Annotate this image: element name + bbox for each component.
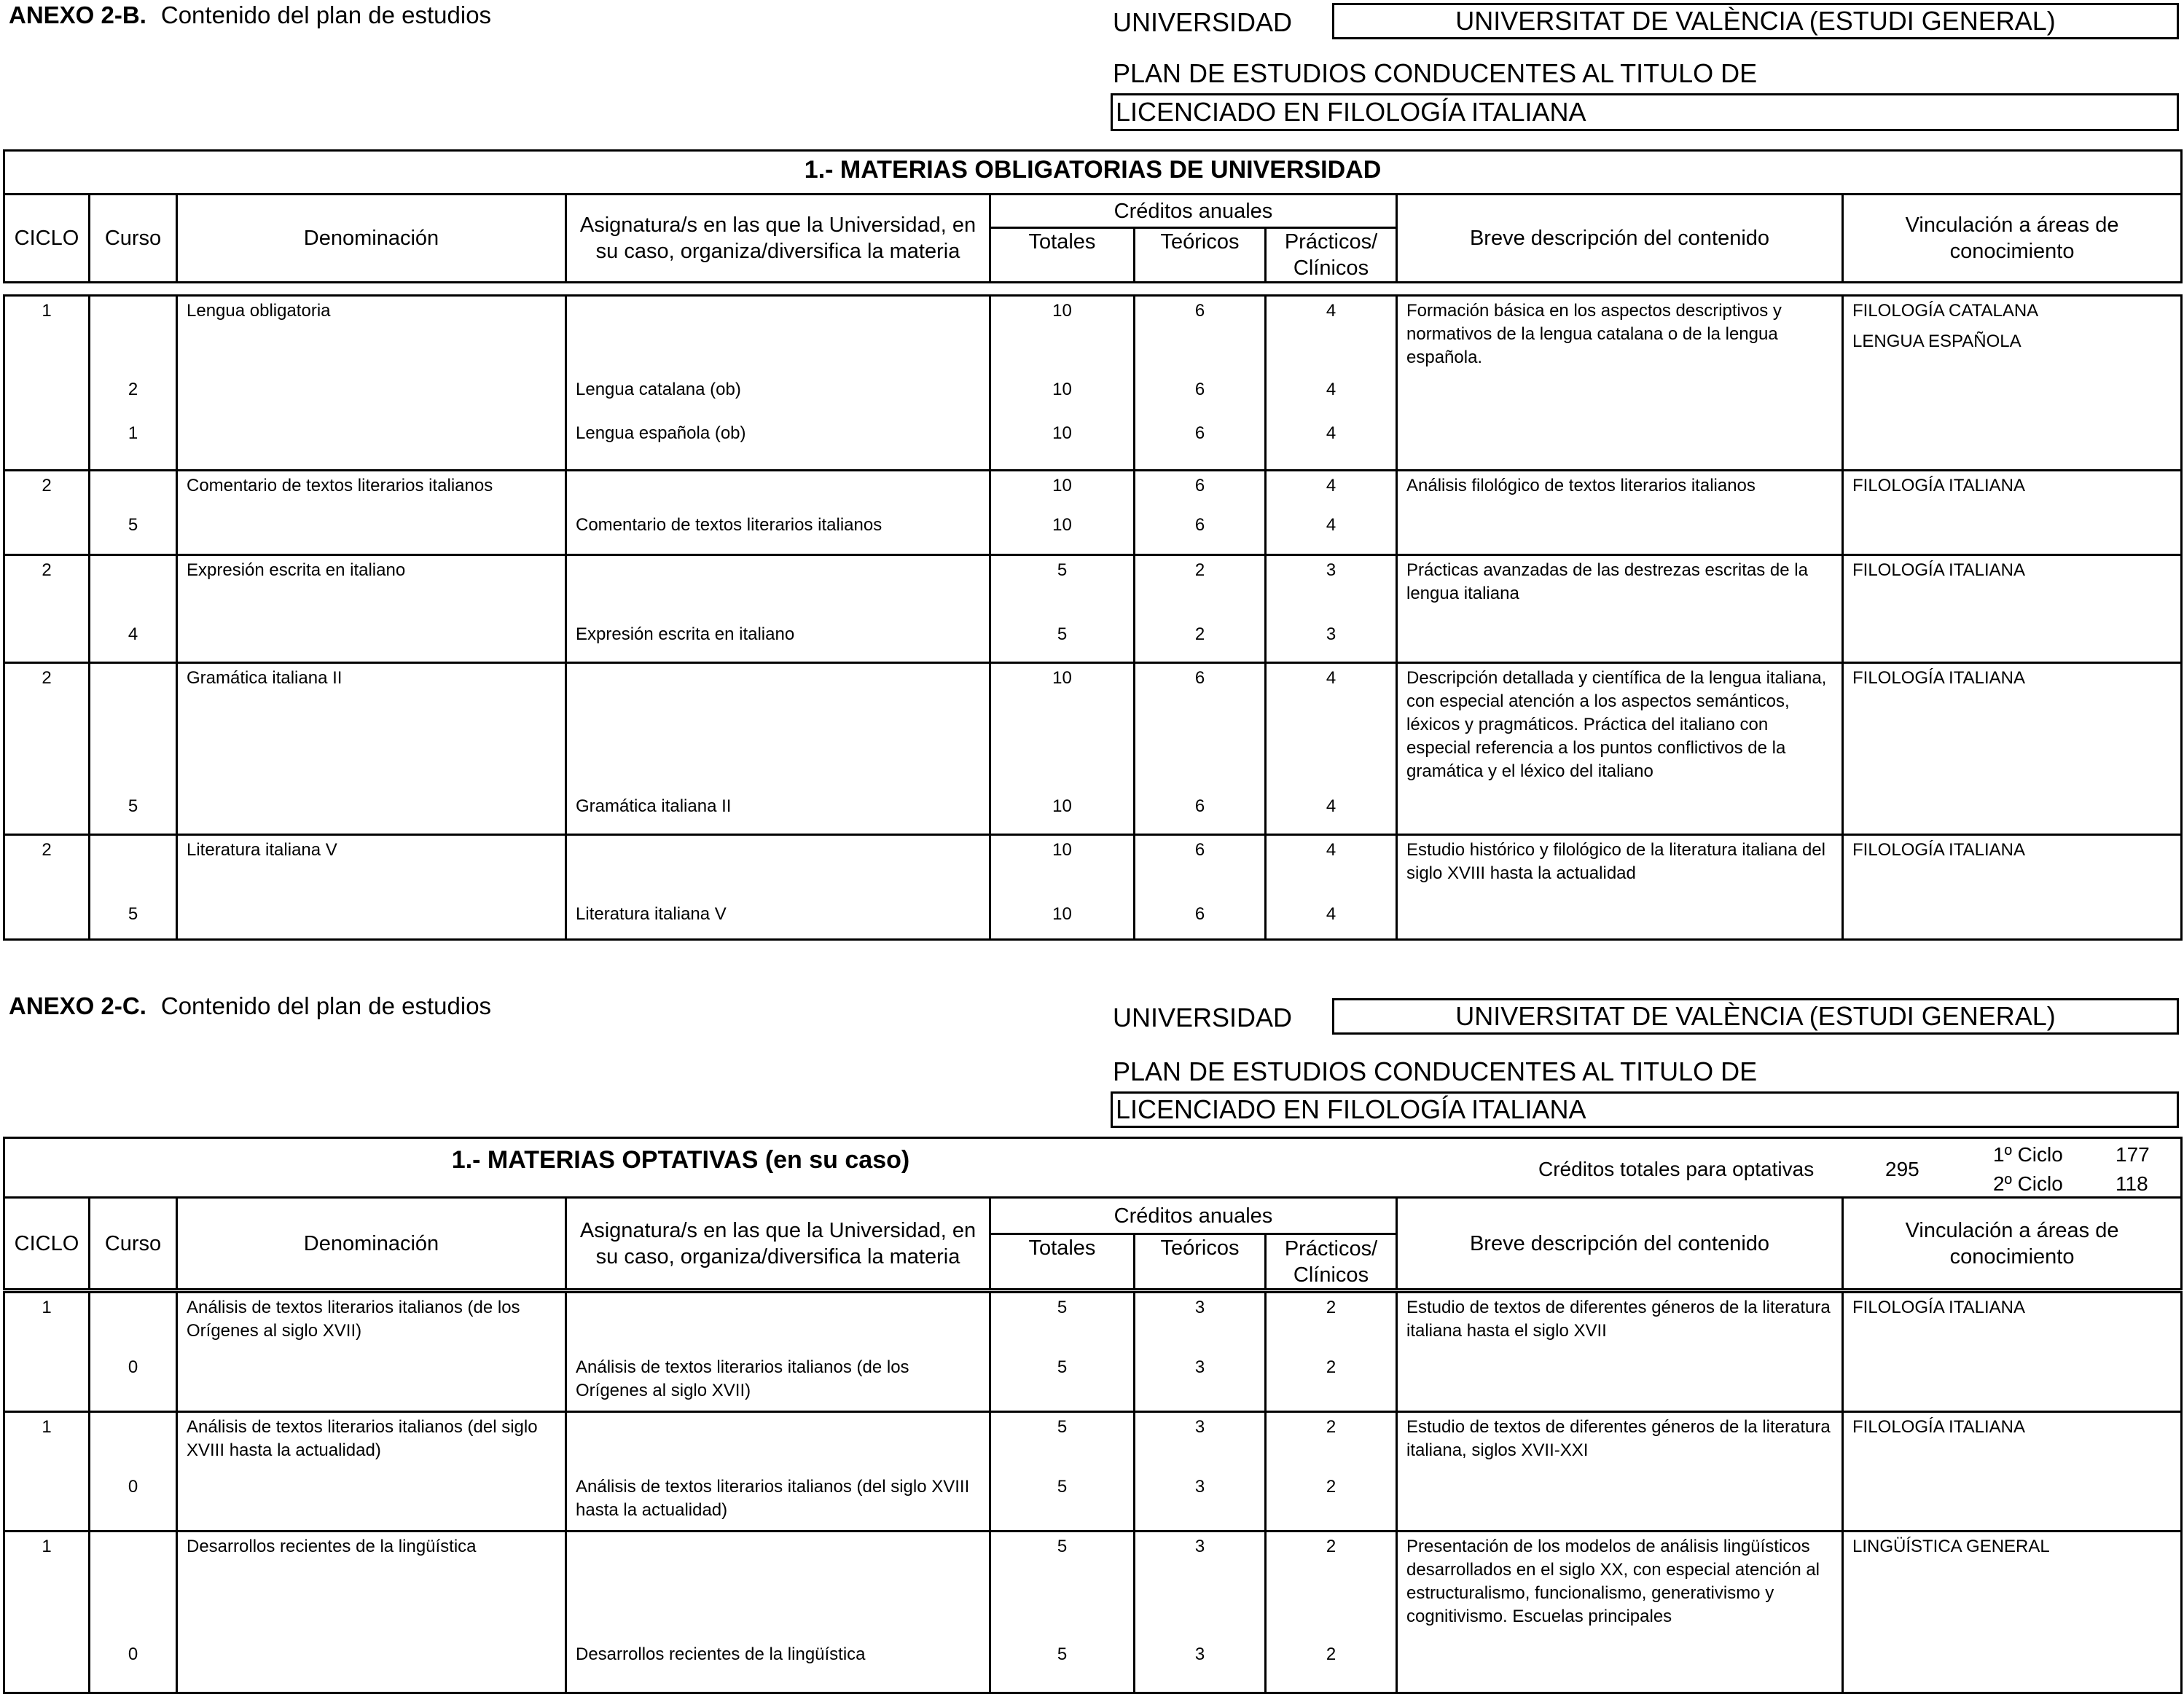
teoricos-sub-value: 6 <box>1194 904 1205 924</box>
col-curso: Curso <box>90 195 177 283</box>
plan-value: LICENCIADO EN FILOLOGÍA ITALIANA <box>1111 93 2179 131</box>
practicos-value: 2 <box>1326 1417 1336 1437</box>
asignatura-cell <box>566 1412 990 1532</box>
curso-cell <box>90 1293 177 1412</box>
totales-value: 5 <box>1057 560 1068 580</box>
teoricos-value: 3 <box>1194 1537 1205 1556</box>
ciclo-cell <box>4 835 90 940</box>
totales-value: 10 <box>1052 476 1072 495</box>
teoricos-cell <box>1135 835 1266 940</box>
practicos-cell <box>1266 835 1397 940</box>
totales-cell <box>990 1293 1135 1412</box>
col-practicos: Prácticos/ Clínicos <box>1266 228 1397 283</box>
totales-value: 5 <box>1057 1417 1068 1437</box>
anexo-2c-label: ANEXO 2-C. <box>9 992 146 1019</box>
col-asignatura-c: Asignatura/s en las que la Universidad, en su caso, organiza/diversifica la materia <box>566 1198 990 1290</box>
area-value: FILOLOGÍA ITALIANA <box>1852 1298 2025 1317</box>
ciclo-value: 2 <box>42 840 52 860</box>
practicos-value: 4 <box>1326 301 1336 321</box>
asignatura-value: Lengua española (ob) <box>576 423 746 443</box>
col-creditos: Créditos anuales <box>990 195 1397 228</box>
obligatorias-header-table <box>3 149 2183 283</box>
totales-value: 10 <box>1052 301 1072 321</box>
anexo-2b-label: ANEXO 2-B. <box>9 1 146 28</box>
totales-cell <box>990 835 1135 940</box>
totales-value: 10 <box>1052 840 1072 860</box>
practicos-sub-value: 4 <box>1326 380 1336 399</box>
curso-cell <box>90 296 177 471</box>
totales-sub-value: 10 <box>1052 380 1072 399</box>
totales-cell <box>990 1412 1135 1532</box>
vinculacion-cell <box>1843 835 2182 940</box>
asignatura-value: Análisis de textos literarios italianos (del siglo XVIII hasta la actualidad) <box>576 1477 970 1520</box>
area-value: LINGÜÍSTICA GENERAL <box>1852 1537 2050 1556</box>
asignatura-cell <box>566 296 990 471</box>
ciclo-cell <box>4 471 90 555</box>
vinculacion-cell <box>1843 296 2182 471</box>
vinculacion-cell <box>1843 1532 2182 1693</box>
practicos-value: 4 <box>1326 840 1336 860</box>
denominacion-cell <box>177 1532 566 1693</box>
denominacion-value: Literatura italiana V <box>187 840 337 860</box>
practicos-value: 2 <box>1326 1298 1336 1317</box>
practicos-sub-value: 4 <box>1326 423 1336 443</box>
totales-cell <box>990 296 1135 471</box>
table-row <box>4 1293 2182 1412</box>
teoricos-sub-value: 3 <box>1194 1644 1205 1664</box>
table-row <box>4 296 2182 471</box>
curso-value: 1 <box>128 423 138 443</box>
teoricos-cell <box>1135 1532 1266 1693</box>
area-value: FILOLOGÍA ITALIANA <box>1852 476 2025 495</box>
denominacion-cell <box>177 835 566 940</box>
descripcion-cell <box>1397 555 1843 663</box>
ciclo-value: 2 <box>42 668 52 688</box>
denominacion-value: Gramática italiana II <box>187 668 343 688</box>
practicos-cell <box>1266 555 1397 663</box>
universidad-label: UNIVERSIDAD <box>1113 7 1293 37</box>
practicos-sub-value: 4 <box>1326 515 1336 535</box>
teoricos-sub-value: 6 <box>1194 515 1205 535</box>
descripcion-value: Estudio histórico y filológico de la literatura italiana del siglo XVIII hasta la actualidad <box>1406 840 1825 883</box>
totales-value: 10 <box>1052 668 1072 688</box>
totales-sub-value: 10 <box>1052 904 1072 924</box>
denominacion-cell <box>177 1412 566 1532</box>
area-value: FILOLOGÍA ITALIANA <box>1852 560 2025 580</box>
anexo-2c-heading <box>9 992 491 1020</box>
optativas-band <box>4 1138 2182 1198</box>
ciclo-value: 1 <box>42 1417 52 1437</box>
descripcion-cell <box>1397 835 1843 940</box>
teoricos-sub-value: 6 <box>1194 796 1205 816</box>
teoricos-cell <box>1135 1412 1266 1532</box>
col-vinculacion-c: Vinculación a áreas de conocimiento <box>1843 1198 2182 1290</box>
teoricos-value: 6 <box>1194 476 1205 495</box>
plan-value-c: LICENCIADO EN FILOLOGÍA ITALIANA <box>1111 1091 2179 1128</box>
practicos-value: 4 <box>1326 668 1336 688</box>
teoricos-cell <box>1135 663 1266 835</box>
denominacion-cell <box>177 555 566 663</box>
asignatura-value: Análisis de textos literarios italianos (de los Orígenes al siglo XVII) <box>576 1357 909 1400</box>
descripcion-cell <box>1397 1532 1843 1693</box>
universidad-value-c: UNIVERSITAT DE VALÈNCIA (ESTUDI GENERAL) <box>1332 998 2179 1035</box>
asignatura-cell <box>566 471 990 555</box>
descripcion-cell <box>1397 663 1843 835</box>
optativas-header-table <box>3 1137 2183 1290</box>
asignatura-value: Lengua catalana (ob) <box>576 380 741 399</box>
teoricos-cell <box>1135 555 1266 663</box>
ciclo-value: 1 <box>42 1537 52 1556</box>
col-teoricos: Teóricos <box>1135 228 1266 283</box>
totales-value: 5 <box>1057 1537 1068 1556</box>
denominacion-cell <box>177 471 566 555</box>
asignatura-cell <box>566 1532 990 1693</box>
creditos-totales-label: Créditos totales para optativas <box>1538 1158 1815 1180</box>
practicos-sub-value: 3 <box>1326 624 1336 644</box>
teoricos-cell <box>1135 296 1266 471</box>
table-row <box>4 1412 2182 1532</box>
denominacion-cell <box>177 663 566 835</box>
asignatura-cell <box>566 663 990 835</box>
totales-cell <box>990 471 1135 555</box>
practicos-value: 2 <box>1326 1537 1336 1556</box>
totales-sub-value: 5 <box>1057 1644 1068 1664</box>
asignatura-value: Desarrollos recientes de la lingüística <box>576 1644 866 1664</box>
practicos-sub-value: 4 <box>1326 904 1336 924</box>
optativas-body-table <box>3 1291 2183 1694</box>
area-value: FILOLOGÍA ITALIANA <box>1852 668 2025 688</box>
col-totales-c: Totales <box>990 1234 1135 1290</box>
practicos-value: 4 <box>1326 476 1336 495</box>
asignatura-cell <box>566 835 990 940</box>
asignatura-value: Literatura italiana V <box>576 904 727 924</box>
practicos-sub-value: 4 <box>1326 796 1336 816</box>
table-row <box>4 555 2182 663</box>
curso-value: 5 <box>128 796 138 816</box>
area-value: FILOLOGÍA CATALANA <box>1852 301 2039 321</box>
curso-value: 5 <box>128 515 138 535</box>
totales-sub-value: 10 <box>1052 515 1072 535</box>
teoricos-sub-value: 6 <box>1194 423 1205 443</box>
practicos-cell <box>1266 1412 1397 1532</box>
col-descripcion: Breve descripción del contenido <box>1397 195 1843 283</box>
curso-value: 4 <box>128 624 138 644</box>
table-row <box>4 835 2182 940</box>
curso-cell <box>90 1532 177 1693</box>
descripcion-cell <box>1397 296 1843 471</box>
col-curso-c: Curso <box>90 1198 177 1290</box>
teoricos-value: 6 <box>1194 668 1205 688</box>
teoricos-sub-value: 2 <box>1194 624 1205 644</box>
ciclo-cell <box>4 296 90 471</box>
descripcion-value: Formación básica en los aspectos descriptivos y normativos de la lengua catalana o de la lengua española. <box>1406 301 1782 367</box>
teoricos-value: 3 <box>1194 1298 1205 1317</box>
denominacion-value: Comentario de textos literarios italianos <box>187 476 493 495</box>
denominacion-value: Expresión escrita en italiano <box>187 560 406 580</box>
col-asignatura: Asignatura/s en las que la Universidad, en su caso, organiza/diversifica la materia <box>566 195 990 283</box>
asignatura-value: Gramática italiana II <box>576 796 732 816</box>
vinculacion-cell <box>1843 555 2182 663</box>
anexo-2b-title: Contenido del plan de estudios <box>160 1 492 28</box>
totales-cell <box>990 1532 1135 1693</box>
totales-cell <box>990 555 1135 663</box>
ciclo-value: 2 <box>42 476 52 495</box>
descripcion-value: Prácticas avanzadas de las destrezas escritas de la lengua italiana <box>1406 560 1808 603</box>
curso-cell <box>90 835 177 940</box>
practicos-cell <box>1266 296 1397 471</box>
vinculacion-cell <box>1843 1293 2182 1412</box>
obligatorias-body-table <box>3 294 2183 941</box>
area-value: LENGUA ESPAÑOLA <box>1852 332 2021 351</box>
teoricos-value: 3 <box>1194 1417 1205 1437</box>
obligatorias-rows <box>4 296 2182 940</box>
asignatura-value: Comentario de textos literarios italianos <box>576 515 882 535</box>
ciclo-value: 1 <box>42 1298 52 1317</box>
teoricos-value: 6 <box>1194 301 1205 321</box>
optativas-rows <box>4 1293 2182 1693</box>
denominacion-value: Desarrollos recientes de la lingüística <box>187 1537 477 1556</box>
col-ciclo: CICLO <box>4 195 90 283</box>
curso-cell <box>90 663 177 835</box>
anexo-2b-heading <box>9 1 491 29</box>
denominacion-value: Lengua obligatoria <box>187 301 331 321</box>
totales-sub-value: 5 <box>1057 1477 1068 1497</box>
teoricos-cell <box>1135 1293 1266 1412</box>
universidad-value: UNIVERSITAT DE VALÈNCIA (ESTUDI GENERAL) <box>1332 3 2179 39</box>
ciclo-cell <box>4 1532 90 1693</box>
col-denominacion-c: Denominación <box>177 1198 566 1290</box>
col-denominacion: Denominación <box>177 195 566 283</box>
universidad-label-c: UNIVERSIDAD <box>1113 1003 1293 1032</box>
curso-value: 0 <box>128 1477 138 1497</box>
ciclo2-value: 118 <box>2115 1172 2148 1195</box>
teoricos-value: 6 <box>1194 840 1205 860</box>
asignatura-cell <box>566 1293 990 1412</box>
curso-cell <box>90 1412 177 1532</box>
table-row <box>4 1532 2182 1693</box>
table-row <box>4 471 2182 555</box>
col-creditos-c: Créditos anuales <box>990 1198 1397 1234</box>
curso-cell <box>90 555 177 663</box>
teoricos-sub-value: 3 <box>1194 1477 1205 1497</box>
ciclo-value: 1 <box>42 301 52 321</box>
col-teoricos-c: Teóricos <box>1135 1234 1266 1290</box>
descripcion-value: Descripción detallada y científica de la lengua italiana, con especial atención a los aspectos semánticos, léxicos y pragmáticos. Práctica del italiano con especial referencia a los puntos conflictivos de la gramática y el léxico del italiano <box>1406 668 1827 781</box>
totales-sub-value: 10 <box>1052 796 1072 816</box>
col-vinculacion: Vinculación a áreas de conocimiento <box>1843 195 2182 283</box>
curso-value: 2 <box>128 380 138 399</box>
practicos-sub-value: 2 <box>1326 1644 1336 1664</box>
vinculacion-cell <box>1843 1412 2182 1532</box>
area-value: FILOLOGÍA ITALIANA <box>1852 1417 2025 1437</box>
ciclo-value: 2 <box>42 560 52 580</box>
practicos-value: 3 <box>1326 560 1336 580</box>
descripcion-value: Presentación de los modelos de análisis lingüísticos desarrollados en el siglo XX, con especial atención al estructuralismo, funcionalismo, generativismo y cognitivismo. Escuelas principales <box>1406 1537 1820 1626</box>
ciclo-cell <box>4 663 90 835</box>
practicos-cell <box>1266 663 1397 835</box>
teoricos-cell <box>1135 471 1266 555</box>
totales-sub-value: 10 <box>1052 423 1072 443</box>
denominacion-value: Análisis de textos literarios italianos (de los Orígenes al siglo XVII) <box>187 1298 520 1341</box>
ciclo-cell <box>4 555 90 663</box>
plan-label-c: PLAN DE ESTUDIOS CONDUCENTES AL TITULO DE <box>1113 1056 1758 1086</box>
totales-sub-value: 5 <box>1057 624 1068 644</box>
ciclo1-label: 1º Ciclo <box>1993 1143 2063 1166</box>
col-practicos-c: Prácticos/ Clínicos <box>1266 1234 1397 1290</box>
totales-cell <box>990 663 1135 835</box>
practicos-sub-value: 2 <box>1326 1477 1336 1497</box>
denominacion-value: Análisis de textos literarios italianos (del siglo XVIII hasta la actualidad) <box>187 1417 538 1460</box>
creditos-totales-value: 295 <box>1885 1158 1919 1180</box>
col-descripcion-c: Breve descripción del contenido <box>1397 1198 1843 1290</box>
ciclo1-value: 177 <box>2115 1143 2150 1166</box>
denominacion-cell <box>177 1293 566 1412</box>
denominacion-cell <box>177 296 566 471</box>
table-row <box>4 663 2182 835</box>
asignatura-cell <box>566 555 990 663</box>
plan-label: PLAN DE ESTUDIOS CONDUCENTES AL TITULO DE <box>1113 58 1758 88</box>
totales-value: 5 <box>1057 1298 1068 1317</box>
teoricos-sub-value: 6 <box>1194 380 1205 399</box>
asignatura-value: Expresión escrita en italiano <box>576 624 795 644</box>
curso-value: 5 <box>128 904 138 924</box>
practicos-sub-value: 2 <box>1326 1357 1336 1377</box>
anexo-2c-title: Contenido del plan de estudios <box>160 992 492 1019</box>
curso-value: 0 <box>128 1357 138 1377</box>
descripcion-cell <box>1397 1412 1843 1532</box>
descripcion-value: Análisis filológico de textos literarios italianos <box>1406 476 1756 495</box>
col-totales: Totales <box>990 228 1135 283</box>
vinculacion-cell <box>1843 471 2182 555</box>
teoricos-value: 2 <box>1194 560 1205 580</box>
ciclo2-label: 2º Ciclo <box>1993 1172 2063 1195</box>
curso-cell <box>90 471 177 555</box>
col-ciclo-c: CICLO <box>4 1198 90 1290</box>
vinculacion-cell <box>1843 663 2182 835</box>
teoricos-sub-value: 3 <box>1194 1357 1205 1377</box>
ciclo-cell <box>4 1412 90 1532</box>
descripcion-value: Estudio de textos de diferentes géneros de la literatura italiana, siglos XVII-XXI <box>1406 1417 1831 1460</box>
curso-value: 0 <box>128 1644 138 1664</box>
descripcion-cell <box>1397 1293 1843 1412</box>
totales-sub-value: 5 <box>1057 1357 1068 1377</box>
practicos-cell <box>1266 1532 1397 1693</box>
practicos-cell <box>1266 471 1397 555</box>
obligatorias-band-title: 1.- MATERIAS OBLIGATORIAS DE UNIVERSIDAD <box>4 151 2182 195</box>
ciclo-cell <box>4 1293 90 1412</box>
descripcion-value: Estudio de textos de diferentes géneros de la literatura italiana hasta el siglo XVII <box>1406 1298 1831 1341</box>
practicos-cell <box>1266 1293 1397 1412</box>
area-value: FILOLOGÍA ITALIANA <box>1852 840 2025 860</box>
optativas-band-title: 1.- MATERIAS OPTATIVAS (en su caso) <box>451 1146 910 1174</box>
descripcion-cell <box>1397 471 1843 555</box>
